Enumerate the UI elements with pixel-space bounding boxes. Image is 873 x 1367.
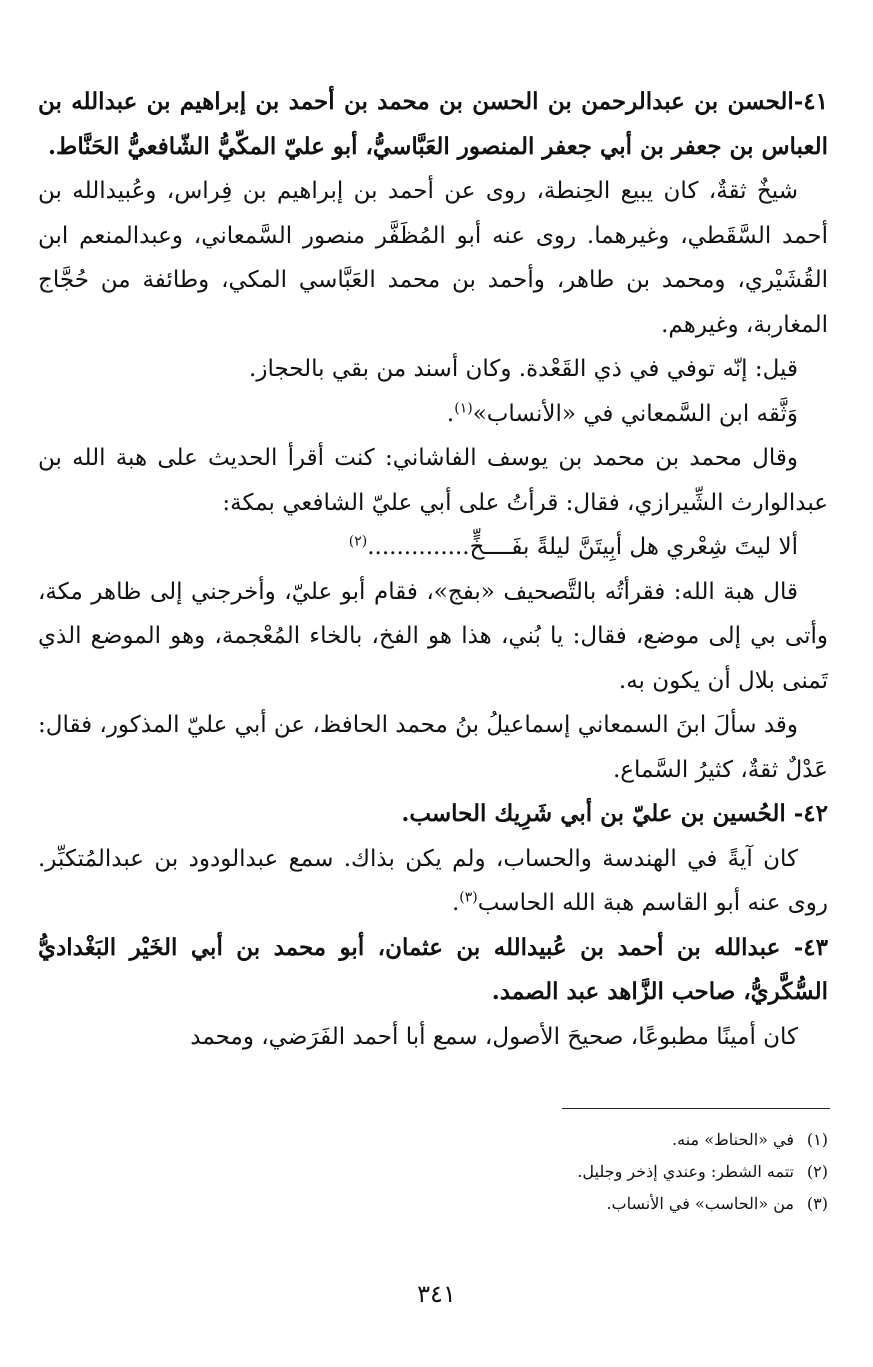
entry-42-heading: ٤٢- الحُسين بن عليّ بن أبي شَرِيك الحاسب.: [401, 800, 828, 827]
entry-41-heading: ٤١-الحسن بن عبدالرحمن بن الحسن بن محمد بن أحمد بن إبراهيم بن عبدالله بن العباس بن جعفر بن أبي جعفر المنصور العَبَّاسيُّ، أبو عليّ المكّيُّ الشّافعيُّ الحَنَّاط.: [38, 88, 828, 160]
footnote-number: (٣): [806, 1194, 828, 1213]
entry-42-text: كان آيةً في الهندسة والحساب، ولم يكن بذاك. سمع عبدالودود بن عبدالمُتكبِّر. روى عنه أبو القاسم هبة الله الحاسب: [38, 845, 828, 916]
entry-43-paragraph: كان أمينًا مطبوعًا، صحيحَ الأصول، سمع أبا أحمد الفَرَضي، ومحمد: [190, 1023, 798, 1050]
footnote-ref-3: (٣): [459, 889, 478, 906]
entry-41-paragraph: قيل: إنّه توفي في ذي القَعْدة. وكان أسند من بقي بالحجاز.: [249, 356, 798, 382]
page-number: ٣٤١: [417, 1280, 456, 1308]
entry-43-heading: ٤٣- عبدالله بن أحمد بن عُبيدالله بن عثمان، أبو محمد بن أبي الخَيْر البَغْداديُّ السُّكَّريُّ، صاحب الزَّاهد عبد الصمد.: [38, 933, 828, 1005]
footnote-1: [328, 1124, 828, 1156]
footnote-divider: [562, 1108, 830, 1109]
entry-41-paragraph: وقد سألَ ابنَ السمعاني إسماعيلُ بنُ محمد الحافظ، عن أبي عليّ المذكور، فقال: عَدْلٌ ثقةٌ، كثيرُ السَّماع.: [37, 712, 828, 783]
entry-41-paragraph: قال هبة الله: فقرأتُه بالتَّصحيف «بفج»، فقام أبو عليّ، وأخرجني إلى ظاهر مكة، وأتى بي إلى موضع، فقال: يا بُني، هذا هو الفخ، بالخاء المُعْجمة، وهو الموضع الذي تَمنى بلال أن يكون به.: [38, 578, 828, 694]
entry-41-paragraph: شيخٌ ثقةٌ، كان يبيع الحِنطة، روى عن أحمد بن إبراهيم بن فِراس، وعُبيدالله بن أحمد السَّقَطي، وغيرهما. روى عنه أبو المُظَفَّر منصور السَّمعاني، وعبدالمنعم ابن القُشَيْري، ومحمد بن طاهر، وأحمد بن محمد العَبَّاسي المكي، وطائفة من حُجَّاج المغاربة، وغيرهم.: [38, 178, 828, 338]
entry-42-paragraph: كان آيةً في الهندسة والحساب، ولم يكن بذاك. سمع عبدالودود بن عبدالمُتكبِّر. روى عنه أبو القاسم هبة الله الحاسب$^{(٣)}$.: [38, 845, 828, 916]
footnote-number: (٢): [806, 1162, 828, 1181]
footnote-ref-1: (١): [454, 399, 473, 416]
footnotes: [328, 1124, 828, 1220]
poem-verse: [38, 525, 828, 570]
entry-41-paragraph: وَثَّقه ابن السَّمعاني في «الأنساب»$^{(١)}$.: [446, 399, 798, 427]
entry-41-ansab-text: وَثَّقه ابن السَّمعاني في «الأنساب»: [472, 400, 798, 427]
footnote-text: في «الحناط» منه.: [672, 1130, 794, 1149]
footnote-text: تتمه الشطر: وعندي إذخر وجليل.: [577, 1162, 794, 1181]
main-text: [38, 80, 828, 1059]
entry-41-paragraph: وقال محمد بن محمد بن يوسف الفاشاني: كنت أقرأ الحديث على هبة الله بن عبدالوارث الشِّيرازي، فقال: قرأتُ على أبي عليّ الشافعي بمكة:: [38, 445, 828, 516]
footnote-3: [328, 1188, 828, 1220]
verse-text: ألا ليتَ شِعْري هل أبِيتَنَّ ليلةً بفَــــخٍّ..............: [367, 534, 798, 560]
footnote-text: من «الحاسب» في الأنساب.: [606, 1194, 794, 1213]
footnote-number: (١): [806, 1130, 828, 1149]
footnote-2: [328, 1156, 828, 1188]
footnote-ref-2: (٢): [348, 533, 368, 550]
